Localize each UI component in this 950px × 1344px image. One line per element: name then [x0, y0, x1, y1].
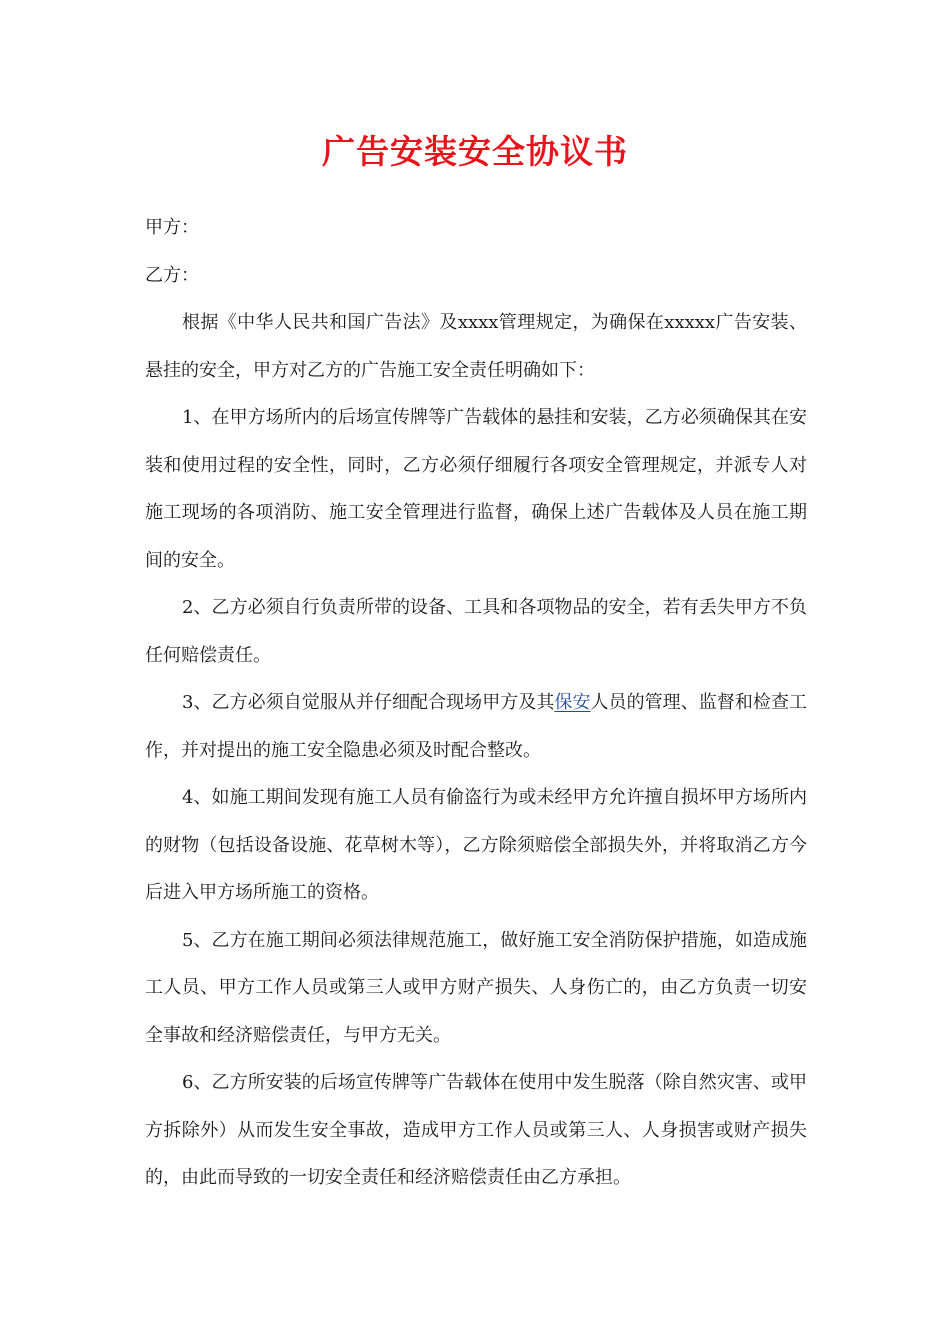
party-a-line: 甲方： — [145, 217, 199, 238]
document-title: 广告安装安全协议书 — [322, 132, 628, 171]
security-link[interactable]: 保安 — [554, 692, 591, 713]
clause-2: 2、乙方必须自行负责所带的设备、工具和各项物品的安全，若有丢失甲方不负任何赔偿责任。 — [145, 597, 807, 666]
clause-3-text-after: 人员的管理、监督和检查工作，并对提出的施工安全隐患必须及时配合整改。 — [145, 692, 807, 761]
clause-6: 6、乙方所安装的后场宣传牌等广告载体在使用中发生脱落（除自然灾害、或甲方拆除外）从而发生安全事故，造成甲方工作人员或第三人、人身损害或财产损失的，由此而导致的一切安全责任和经济赔偿责任由乙方承担。 — [145, 1072, 807, 1188]
clause-1: 1、在甲方场所内的后场宣传牌等广告载体的悬挂和安装，乙方必须确保其在安装和使用过程的安全性，同时，乙方必须仔细履行各项安全管理规定，并派专人对施工现场的各项消防、施工安全管理进行监督，确保上述广告载体及人员在施工期间的安全。 — [145, 407, 807, 571]
party-b-line: 乙方： — [145, 264, 199, 286]
clause-5: 5、乙方在施工期间必须法律规范施工，做好施工安全消防保护措施，如造成施工人员、甲方工作人员或第三人或甲方财产损失、人身伤亡的，由乙方负责一切安全事故和经济赔偿责任，与甲方无关。 — [145, 929, 807, 1046]
clause-3-text-before: 3、乙方必须自觉服从并仔细配合现场甲方及其 — [182, 692, 555, 713]
document-body — [145, 204, 807, 1202]
clause-4: 4、如施工期间发现有施工人员有偷盗行为或未经甲方允许擅自损坏甲方场所内的财物（包括设备设施、花草树木等），乙方除须赔偿全部损失外，并将取消乙方今后进入甲方场所施工的资格。 — [145, 787, 807, 903]
clause-3 — [145, 679, 807, 774]
intro-paragraph: 根据《中华人民共和国广告法》及xxxx管理规定，为确保在xxxxx广告安装、悬挂的安全，甲方对乙方的广告施工安全责任明确如下： — [145, 312, 807, 381]
